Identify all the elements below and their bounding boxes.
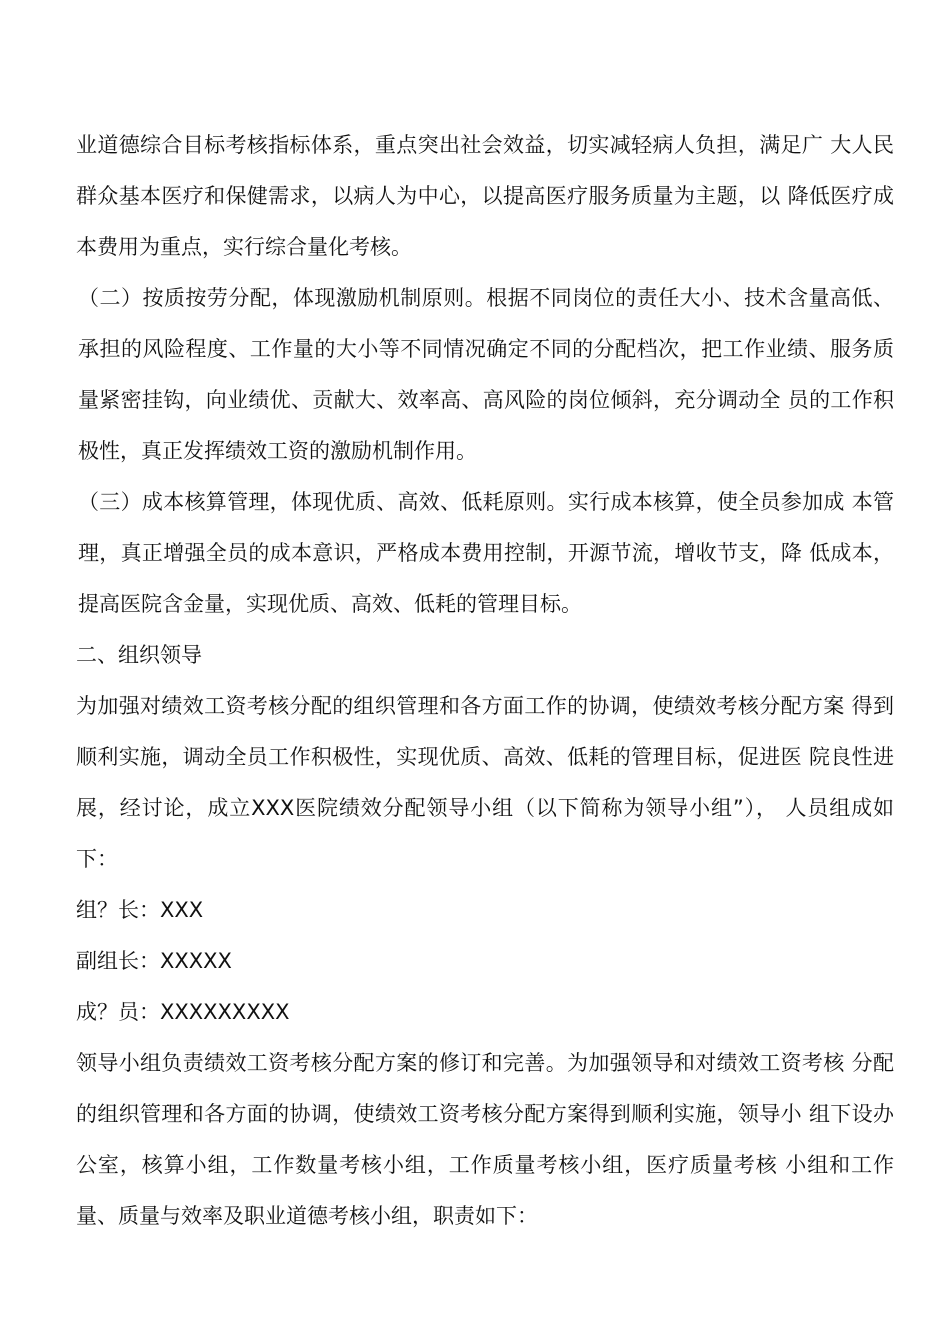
member-deputy-leader: 副组长：XXXXX	[76, 949, 232, 973]
paragraph-leadership-group: 为加强对绩效工资考核分配的组织管理和各方面工作的协调，使绩效考核分配方案 得到顺利实施，调动全员工作积极性，实现优质、高效、低耗的管理目标，促进医 院良性进展，经讨论，成立XXX医院绩效分配领导小组（以下简称为领导小组”）， 人员组成如下：	[76, 694, 894, 871]
paragraph-group-duties: 领导小组负责绩效工资考核分配方案的修订和完善。为加强领导和对绩效工资考核 分配的组织管理和各方面的协调，使绩效工资考核分配方案得到顺利实施，领导小 组下设办公室，核算小组，工作数量考核小组，工作质量考核小组，医疗质量考核 小组和工作量、质量与效率及职业道德考核小组，职责如下：	[76, 1051, 895, 1228]
document-body	[76, 120, 894, 1242]
member-members: 成？员：XXXXXXXXX	[76, 1000, 290, 1024]
section-heading-organization: 二、组织领导	[76, 643, 202, 667]
paragraph-goal-system: 业道德综合目标考核指标体系，重点突出社会效益，切实减轻病人负担，满足广 大人民群众基本医疗和保健需求，以病人为中心，以提高医疗服务质量为主题，以 降低医疗成本费用为重点，实行综合量化考核。	[76, 133, 894, 259]
member-leader: 组？长：XXX	[76, 898, 204, 922]
paragraph-principle-two: （二）按质按劳分配，体现激励机制原则。根据不同岗位的责任大小、技术含量高低、承担的风险程度、工作量的大小等不同情况确定不同的分配档次，把工作业绩、服务质量紧密挂钩，向业绩优、贡献大、效率高、高风险的岗位倾斜，充分调动全 员的工作积极性，真正发挥绩效工资的激励机制作用。	[78, 286, 894, 463]
paragraph-principle-three: （三）成本核算管理，体现优质、高效、低耗原则。实行成本核算，使全员参加成 本管理，真正增强全员的成本意识，严格成本费用控制，开源节流，增收节支，降 低成本，提高医院含金量，实现优质、高效、低耗的管理目标。	[78, 490, 894, 616]
